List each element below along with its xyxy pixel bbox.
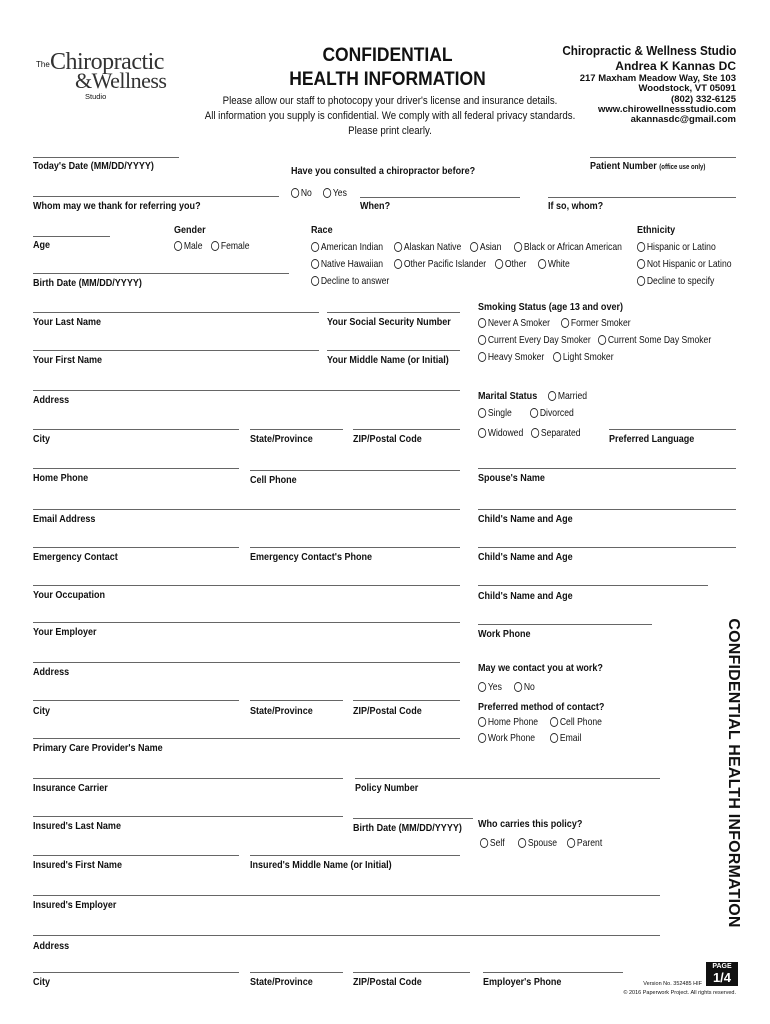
radio-circle: [598, 335, 606, 345]
ssn-label: Your Social Security Number: [327, 316, 451, 328]
city-label: City: [33, 433, 51, 445]
radio-circle: [530, 408, 538, 418]
last-name-label: Your Last Name: [33, 316, 102, 328]
radio-circle: [470, 242, 478, 252]
email-label: Email Address: [33, 513, 96, 525]
radio-circle: [291, 188, 299, 198]
radio-circle: [478, 733, 486, 743]
radio-circle: [478, 352, 486, 362]
contact-work-phone[interactable]: Work Phone: [478, 732, 535, 744]
race-native-hawaiian[interactable]: Native Hawaiian: [311, 258, 383, 270]
radio-circle: [323, 188, 331, 198]
ins-state-label: State/Province: [250, 976, 313, 988]
radio-circle: [478, 335, 486, 345]
emergency-phone-label: Emergency Contact's Phone: [250, 551, 373, 563]
radio-circle: [637, 242, 645, 252]
employer-phone-line[interactable]: [483, 972, 623, 973]
age-line[interactable]: [33, 236, 110, 237]
if-so-label: If so, whom?: [548, 200, 604, 212]
ins-zip-label: ZIP/Postal Code: [353, 976, 422, 988]
smoking-every-day[interactable]: Current Every Day Smoker: [478, 334, 591, 346]
race-label: Race: [311, 224, 333, 236]
radio-circle: [548, 391, 556, 401]
studio-web: www.chirowellnessstudio.com: [598, 104, 736, 115]
carrier-parent[interactable]: Parent: [567, 837, 602, 849]
employer-address-label: Address: [33, 666, 70, 678]
employer-zip-label: ZIP/Postal Code: [353, 705, 422, 717]
contact-work-yes[interactable]: Yes: [478, 681, 502, 693]
ins-birth-label: Birth Date (MM/DD/YYYY): [353, 822, 462, 834]
policy-line[interactable]: [355, 778, 660, 779]
radio-circle: [480, 838, 488, 848]
ins-last-label: Insured's Last Name: [33, 820, 121, 832]
radio-circle: [531, 428, 539, 438]
ins-address-line[interactable]: [33, 935, 660, 936]
cell-phone-label: Cell Phone: [250, 474, 297, 486]
ins-middle-label: Insured's Middle Name (or Initial): [250, 859, 392, 871]
patient-number-label: Patient Number (office use only): [590, 160, 706, 172]
when-line[interactable]: [360, 197, 520, 198]
radio-circle: [478, 682, 486, 692]
marital-married[interactable]: Married: [548, 390, 587, 402]
carrier-spouse[interactable]: Spouse: [518, 837, 557, 849]
form-title-line2: HEALTH INFORMATION: [289, 69, 486, 90]
contact-work-label: May we contact you at work?: [478, 662, 603, 674]
carrier-self[interactable]: Self: [480, 837, 505, 849]
ins-employer-label: Insured's Employer: [33, 899, 117, 911]
race-pacific-islander[interactable]: Other Pacific Islander: [394, 258, 486, 270]
employer-line[interactable]: [33, 622, 460, 623]
radio-circle: [478, 428, 486, 438]
employer-address-line[interactable]: [33, 662, 460, 663]
radio-circle: [211, 241, 219, 251]
radio-circle: [174, 241, 182, 251]
studio-city: Woodstock, VT 05091: [638, 83, 736, 94]
race-decline[interactable]: Decline to answer: [311, 275, 389, 287]
marital-label: Marital Status: [478, 390, 538, 402]
work-phone-line[interactable]: [478, 624, 652, 625]
race-alaskan-native[interactable]: Alaskan Native: [394, 241, 461, 253]
child1-line[interactable]: [478, 509, 736, 510]
radio-circle: [478, 408, 486, 418]
employer-label: Your Employer: [33, 626, 97, 638]
carrier-label: Insurance Carrier: [33, 782, 108, 794]
ins-zip-line[interactable]: [353, 972, 470, 973]
preferred-contact-label: Preferred method of contact?: [478, 701, 605, 713]
ethnicity-label: Ethnicity: [637, 224, 676, 236]
spouse-label: Spouse's Name: [478, 472, 545, 484]
version-text: Version No. 352485 HIF: [643, 981, 702, 987]
race-asian[interactable]: Asian: [470, 241, 501, 253]
radio-circle: [394, 242, 402, 252]
birth-date-label: Birth Date (MM/DD/YYYY): [33, 277, 142, 289]
ins-city-label: City: [33, 976, 51, 988]
ssn-line[interactable]: [327, 312, 460, 313]
copyright-text: © 2016 Paperwork Project. All rights reserved.: [623, 990, 736, 996]
pcp-label: Primary Care Provider's Name: [33, 742, 163, 754]
carrier-line[interactable]: [33, 778, 343, 779]
ins-employer-line[interactable]: [33, 895, 660, 896]
zip-line[interactable]: [353, 429, 460, 430]
page-indicator: [706, 962, 738, 986]
race-white[interactable]: White: [538, 258, 570, 270]
when-label: When?: [360, 200, 391, 212]
employer-city-line[interactable]: [33, 700, 239, 701]
pcp-line[interactable]: [33, 738, 460, 739]
emergency-phone-line[interactable]: [250, 547, 460, 548]
employer-state-line[interactable]: [250, 700, 343, 701]
consulted-yes-radio[interactable]: Yes: [323, 187, 347, 199]
middle-name-line[interactable]: [327, 350, 460, 351]
ethnicity-not-hispanic[interactable]: Not Hispanic or Latino: [637, 258, 732, 270]
who-carries-label: Who carries this policy?: [478, 818, 583, 830]
today-date-label: Today's Date (MM/DD/YYYY): [33, 160, 154, 172]
intro-line3: Please print clearly.: [348, 125, 432, 137]
birth-date-line[interactable]: [33, 273, 289, 274]
marital-widowed[interactable]: Widowed: [478, 427, 523, 439]
radio-circle: [514, 242, 522, 252]
cell-phone-line[interactable]: [250, 470, 460, 471]
home-phone-line[interactable]: [33, 468, 239, 469]
child2-line[interactable]: [478, 547, 736, 548]
doctor-name: Andrea K Kannas DC: [615, 59, 736, 73]
patient-number-line: [590, 157, 736, 158]
ins-last-line[interactable]: [33, 816, 343, 817]
radio-circle: [311, 259, 319, 269]
emergency-label: Emergency Contact: [33, 551, 118, 563]
studio-phone: (802) 332-6125: [671, 94, 736, 105]
emergency-line[interactable]: [33, 547, 239, 548]
middle-name-label: Your Middle Name (or Initial): [327, 354, 449, 366]
today-date-line[interactable]: [33, 157, 179, 158]
marital-single[interactable]: Single: [478, 407, 512, 419]
state-label: State/Province: [250, 433, 313, 445]
logo-studio: Studio: [85, 92, 107, 101]
intro-line1: Please allow our staff to photocopy your driver's license and insurance details.: [222, 95, 558, 107]
radio-circle: [567, 838, 575, 848]
occupation-line[interactable]: [33, 585, 460, 586]
studio-name: Chiropractic & Wellness Studio: [561, 43, 736, 58]
side-title: CONFIDENTIAL HEALTH INFORMATION: [725, 617, 742, 928]
smoking-label: Smoking Status (age 13 and over): [478, 301, 624, 313]
contact-work-no[interactable]: No: [514, 681, 535, 693]
employer-city-label: City: [33, 705, 51, 717]
state-line[interactable]: [250, 429, 343, 430]
radio-circle: [637, 259, 645, 269]
radio-circle: [311, 242, 319, 252]
contact-cell-phone[interactable]: Cell Phone: [550, 716, 602, 728]
smoking-former[interactable]: Former Smoker: [561, 317, 631, 329]
contact-home-phone[interactable]: Home Phone: [478, 716, 538, 728]
race-american-indian[interactable]: American Indian: [311, 241, 383, 253]
studio-street: 217 Maxham Meadow Way, Ste 103: [579, 73, 736, 84]
logo-wellness: &Wellness: [75, 68, 167, 93]
child3-label: Child's Name and Age: [478, 590, 573, 602]
ethnicity-decline[interactable]: Decline to specify: [637, 275, 714, 287]
consulted-label: Have you consulted a chiropractor before?: [291, 165, 476, 177]
child2-label: Child's Name and Age: [478, 551, 573, 563]
smoking-never[interactable]: Never A Smoker: [478, 317, 550, 329]
referring-line[interactable]: [33, 196, 279, 197]
language-line[interactable]: [609, 429, 736, 430]
employer-zip-line[interactable]: [353, 700, 460, 701]
referring-label: Whom may we thank for referring you?: [33, 200, 201, 212]
marital-separated[interactable]: Separated: [531, 427, 581, 439]
smoking-light[interactable]: Light Smoker: [553, 351, 614, 363]
page-number: 1/4: [712, 970, 732, 985]
radio-circle: [550, 717, 558, 727]
radio-circle: [514, 682, 522, 692]
first-name-line[interactable]: [33, 350, 319, 351]
logo-the: The: [36, 60, 50, 69]
employer-state-label: State/Province: [250, 705, 313, 717]
home-phone-label: Home Phone: [33, 472, 89, 484]
child3-line[interactable]: [478, 585, 708, 586]
city-line[interactable]: [33, 429, 239, 430]
gender-male-radio[interactable]: Male: [174, 240, 203, 252]
smoking-some-day[interactable]: Current Some Day Smoker: [598, 334, 711, 346]
radio-circle: [478, 717, 486, 727]
ins-first-label: Insured's First Name: [33, 859, 122, 871]
smoking-heavy[interactable]: Heavy Smoker: [478, 351, 544, 363]
radio-circle: [478, 318, 486, 328]
employer-phone-label: Employer's Phone: [483, 976, 562, 988]
ins-first-line[interactable]: [33, 855, 239, 856]
spouse-line[interactable]: [478, 468, 736, 469]
address-label: Address: [33, 394, 70, 406]
ethnicity-hispanic[interactable]: Hispanic or Latino: [637, 241, 716, 253]
page-label: PAGE: [712, 963, 732, 970]
logo-chiropractic: Chiropractic: [50, 49, 164, 75]
last-name-line[interactable]: [33, 312, 319, 313]
marital-divorced[interactable]: Divorced: [530, 407, 574, 419]
radio-circle: [394, 259, 402, 269]
radio-circle: [550, 733, 558, 743]
gender-female-radio[interactable]: Female: [211, 240, 250, 252]
ins-state-line[interactable]: [250, 972, 343, 973]
intro-line2: All information you supply is confidential. We comply with all federal privacy standards.: [204, 110, 576, 122]
zip-label: ZIP/Postal Code: [353, 433, 422, 445]
policy-label: Policy Number: [355, 782, 419, 794]
race-black[interactable]: Black or African American: [514, 241, 622, 253]
ins-address-label: Address: [33, 940, 70, 952]
radio-circle: [518, 838, 526, 848]
studio-email: akannasdc@gmail.com: [630, 114, 736, 125]
consulted-no-radio[interactable]: No: [291, 187, 312, 199]
age-label: Age: [33, 239, 51, 251]
email-line[interactable]: [33, 509, 460, 510]
radio-circle: [561, 318, 569, 328]
if-so-line[interactable]: [548, 197, 736, 198]
radio-circle: [495, 259, 503, 269]
first-name-label: Your First Name: [33, 354, 103, 366]
occupation-label: Your Occupation: [33, 589, 106, 601]
child1-label: Child's Name and Age: [478, 513, 573, 525]
ins-middle-line[interactable]: [250, 855, 460, 856]
form-title-line1: CONFIDENTIAL: [322, 45, 453, 66]
work-phone-label: Work Phone: [478, 628, 531, 640]
radio-circle: [311, 276, 319, 286]
address-line[interactable]: [33, 390, 460, 391]
gender-label: Gender: [174, 224, 206, 236]
race-other[interactable]: Other: [495, 258, 526, 270]
radio-circle: [637, 276, 645, 286]
contact-email[interactable]: Email: [550, 732, 581, 744]
language-label: Preferred Language: [609, 433, 695, 445]
ins-birth-line[interactable]: [353, 818, 473, 819]
radio-circle: [538, 259, 546, 269]
radio-circle: [553, 352, 561, 362]
ins-city-line[interactable]: [33, 972, 239, 973]
